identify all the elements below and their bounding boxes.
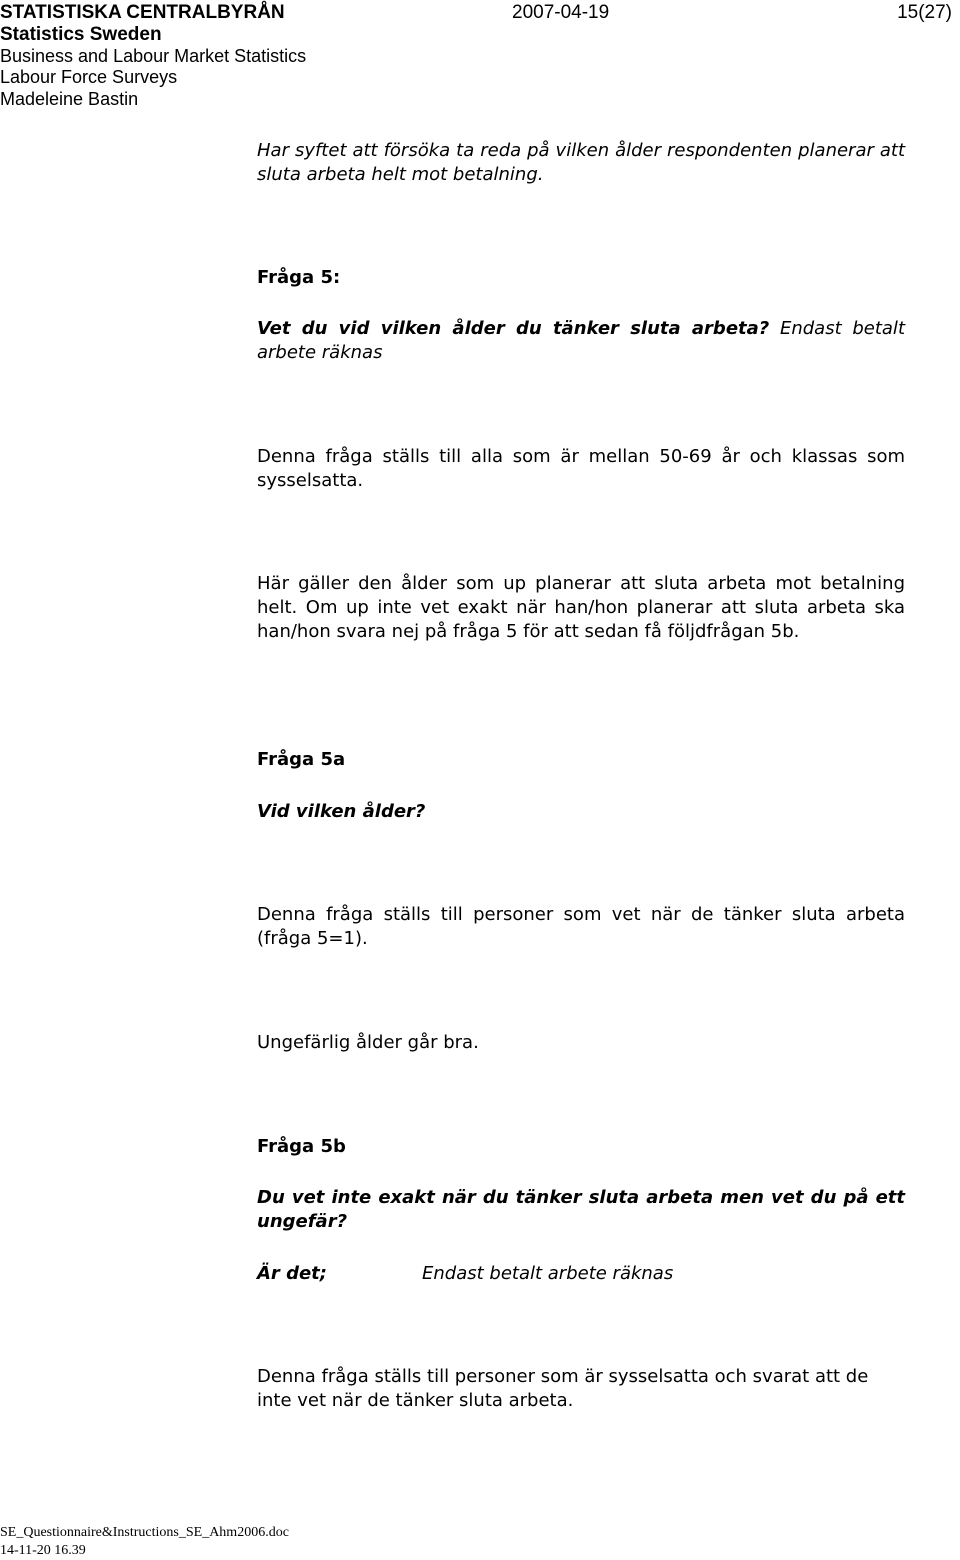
question-5-paragraph-2a: Här gäller den ålder som up planerar att sluta arbeta mot betalning helt. xyxy=(257,573,905,618)
question-5-paragraph-1: Denna fråga ställs till alla som är mellan 50-69 år och klassas som sysselsatta. xyxy=(257,446,905,491)
question-5a-paragraph-1: Denna fråga ställs till personer som vet när de tänker sluta arbeta (fråga 5=1). xyxy=(257,904,905,949)
question-5b-note: Endast betalt arbete räknas xyxy=(422,1263,674,1284)
header-org-english: Statistics Sweden xyxy=(0,24,162,45)
footer-filename: SE_Questionnaire&Instructions_SE_Ahm2006.doc xyxy=(0,1525,289,1540)
question-5-paragraph-2 xyxy=(257,572,905,644)
footer-timestamp: 14-11-20 16.39 xyxy=(0,1543,86,1558)
header-organization: STATISTISKA CENTRALBYRÅN xyxy=(0,2,285,23)
question-5b-prompt: Är det; xyxy=(257,1263,327,1284)
intro-paragraph: Har syftet att försöka ta reda på vilken ålder respondenten planerar att sluta arbeta helt mot betalning. xyxy=(257,140,905,185)
question-5b-title: Fråga 5b xyxy=(257,1136,346,1157)
question-5b-prompt-row xyxy=(257,1262,905,1286)
question-5-paragraph-2b: Om up inte vet exakt när han/hon planerar att sluta arbeta ska han/hon svara nej på fråga 5 för att sedan få följdfrågan 5b. xyxy=(257,597,905,642)
header-unit: Labour Force Surveys xyxy=(0,67,178,87)
question-5-title: Fråga 5: xyxy=(257,267,341,288)
question-5-text: Vet du vid vilken ålder du tänker sluta arbeta? xyxy=(257,318,770,339)
question-5-note: Endast betalt arbete räknas xyxy=(257,318,905,363)
question-5a-title: Fråga 5a xyxy=(257,749,346,770)
header-page-number: 15(27) xyxy=(897,2,952,23)
question-5-block xyxy=(257,317,905,365)
header-date: 2007-04-19 xyxy=(512,2,610,23)
question-5a-paragraph-2: Ungefärlig ålder går bra. xyxy=(257,1032,479,1053)
question-5a-text: Vid vilken ålder? xyxy=(257,801,426,822)
header-department: Business and Labour Market Statistics xyxy=(0,46,307,66)
header-author: Madeleine Bastin xyxy=(0,89,139,109)
question-5b-paragraph-1: Denna fråga ställs till personer som är sysselsatta och svarat att de inte vet när de tänker sluta arbeta. xyxy=(257,1366,869,1411)
question-5b-text: Du vet inte exakt när du tänker sluta arbeta men vet du på ett ungefär? xyxy=(257,1187,905,1232)
